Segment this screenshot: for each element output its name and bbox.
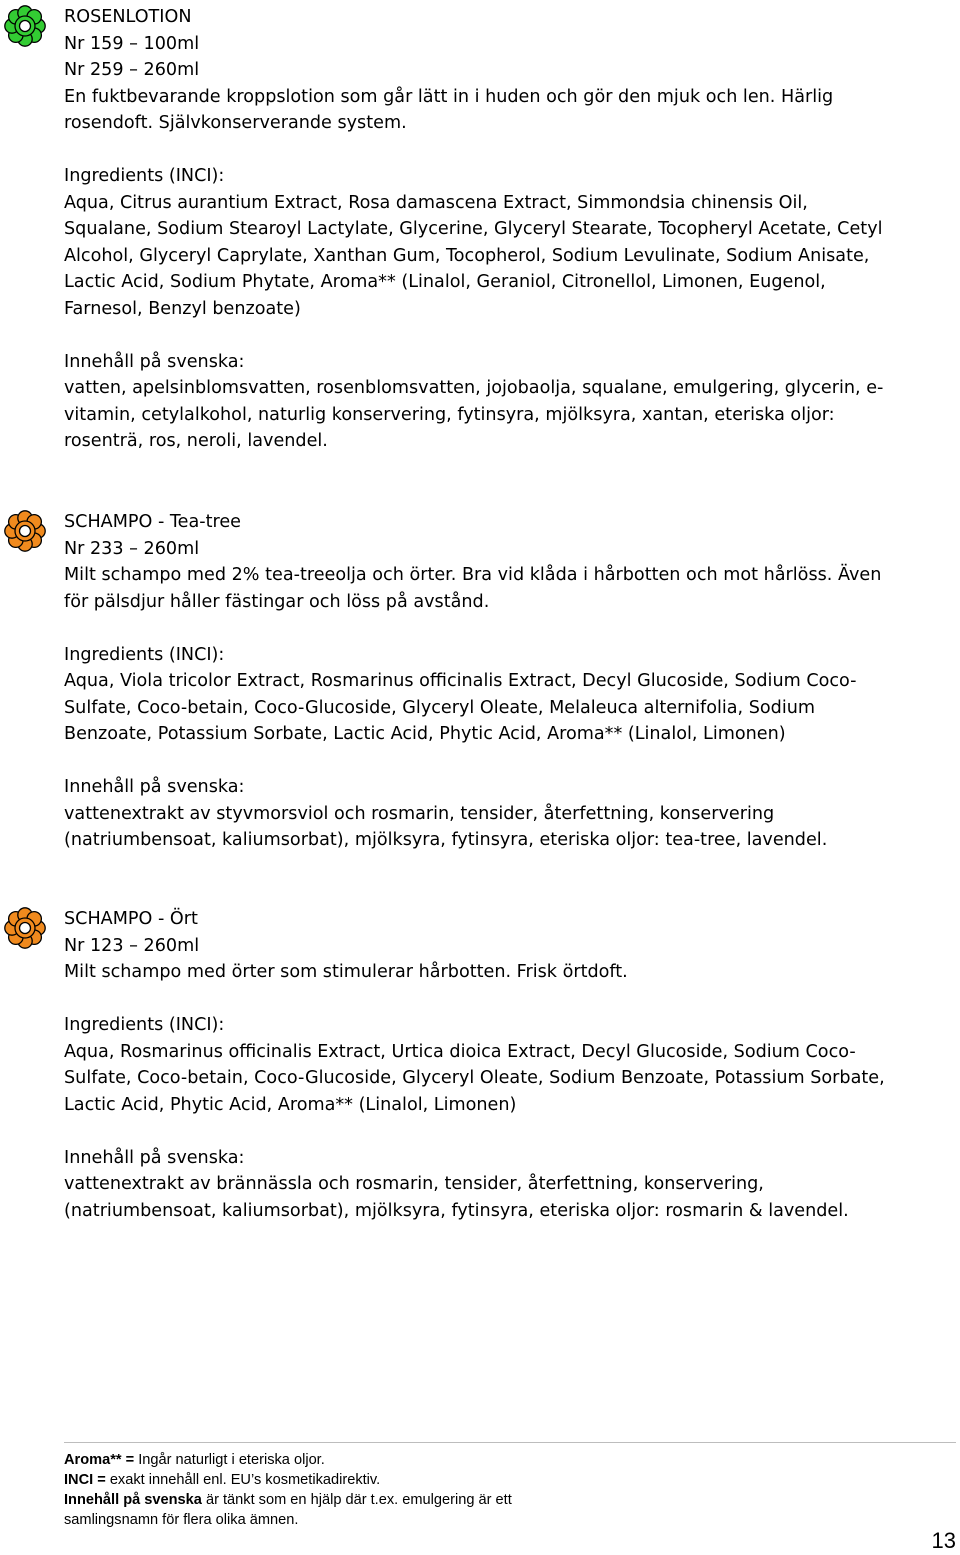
text-line: Nr 123 – 260ml: [64, 935, 200, 956]
text-line: Farnesol, Benzyl benzoate): [64, 298, 301, 319]
text-line: Ingredients (INCI):: [64, 166, 225, 186]
product-title: ROSENLOTION: [64, 7, 192, 27]
text-line: vattenextrakt av brännässla och rosmarin, tensider, återfettning, konservering,: [64, 1174, 764, 1194]
product-title: SCHAMPO - Tea-tree: [64, 512, 241, 532]
text-line: (natriumbensoat, kaliumsorbat), mjölksyra, fytinsyra, eteriska oljor: rosmarin & lavendel.: [64, 1200, 849, 1221]
text-line: Innehåll på svenska:: [64, 1147, 245, 1168]
text-line: Ingredients (INCI):: [64, 1015, 225, 1035]
text-line: Ingredients (INCI):: [64, 644, 225, 665]
text-line: Aqua, Citrus aurantium Extract, Rosa damascena Extract, Simmondsia chinensis Oil,: [64, 192, 808, 213]
product-title: SCHAMPO - Ört: [64, 909, 198, 929]
text-line: rosendoft. Självkonserverande system.: [64, 113, 407, 133]
text-line: Nr 259 – 260ml: [64, 60, 200, 80]
text-line: Squalane, Sodium Stearoyl Lactylate, Glycerine, Glyceryl Stearate, Tocopheryl Acetate, Cetyl: [64, 219, 883, 239]
text-line: Milt schampo med örter som stimulerar hårbotten. Frisk örtdoft.: [64, 962, 628, 982]
footnotes: [64, 1442, 956, 1528]
text-line: Alcohol, Glyceryl Caprylate, Xanthan Gum, Tocopherol, Sodium Levulinate, Sodium Anisate,: [64, 245, 870, 266]
footnote-innehall: Innehåll på svenska är tänkt som en hjälp där t.ex. emulgering är ett: [64, 1492, 512, 1508]
text-line: (natriumbensoat, kaliumsorbat), mjölksyra, fytinsyra, eteriska oljor: tea-tree, lavendel.: [64, 830, 828, 850]
text-line: Innehåll på svenska:: [64, 351, 245, 372]
footnote-continued: samlingsnamn för flera olika ämnen.: [64, 1512, 299, 1528]
footnote-inci: INCI = exakt innehåll enl. EU’s kosmetikadirektiv.: [64, 1472, 381, 1488]
text-line: Nr 233 – 260ml: [64, 538, 200, 559]
text-line: för pälsdjur håller fästingar och löss på avstånd.: [64, 591, 490, 612]
text-line: rosenträ, ros, neroli, lavendel.: [64, 431, 328, 451]
text-line: Lactic Acid, Phytic Acid, Aroma** (Linalol, Limonen): [64, 1094, 517, 1115]
text-line: Milt schampo med 2% tea-treeolja och örter. Bra vid klåda i hårbotten och mot hårlöss. Även: [64, 565, 882, 585]
flower-icon-orange: [3, 509, 47, 553]
text-line: Sulfate, Coco-betain, Coco-Glucoside, Glyceryl Oleate, Sodium Benzoate, Potassium Sorbate,: [64, 1068, 885, 1088]
text-line: vattenextrakt av styvmorsviol och rosmarin, tensider, återfettning, konservering: [64, 803, 775, 824]
text-line: Innehåll på svenska:: [64, 777, 245, 797]
footnote-aroma: Aroma** = Ingår naturligt i eteriska oljor.: [64, 1452, 325, 1468]
text-line: Aqua, Rosmarinus officinalis Extract, Urtica dioica Extract, Decyl Glucoside, Sodium Coco-: [64, 1041, 856, 1062]
text-line: vatten, apelsinblomsvatten, rosenblomsvatten, jojobaolja, squalane, emulgering, glycerin, e-: [64, 378, 884, 398]
text-line: vitamin, cetylalkohol, naturlig konservering, fytinsyra, mjölksyra, xantan, eteriska oljor:: [64, 404, 835, 425]
text-line: Nr 159 – 100ml: [64, 33, 200, 54]
flower-icon-orange: [3, 906, 47, 950]
text-line: En fuktbevarande kroppslotion som går lätt in i huden och gör den mjuk och len. Härlig: [64, 86, 834, 107]
text-line: Aqua, Viola tricolor Extract, Rosmarinus officinalis Extract, Decyl Glucoside, Sodium Coco-: [64, 671, 857, 691]
page-number: 13: [931, 1528, 956, 1553]
text-line: Lactic Acid, Sodium Phytate, Aroma** (Linalol, Geraniol, Citronellol, Limonen, Eugenol,: [64, 272, 826, 292]
text-line: Benzoate, Potassium Sorbate, Lactic Acid, Phytic Acid, Aroma** (Linalol, Limonen): [64, 724, 786, 744]
flower-icon-green: [3, 4, 47, 48]
text-line: Sulfate, Coco-betain, Coco-Glucoside, Glyceryl Oleate, Melaleuca alternifolia, Sodium: [64, 697, 816, 718]
